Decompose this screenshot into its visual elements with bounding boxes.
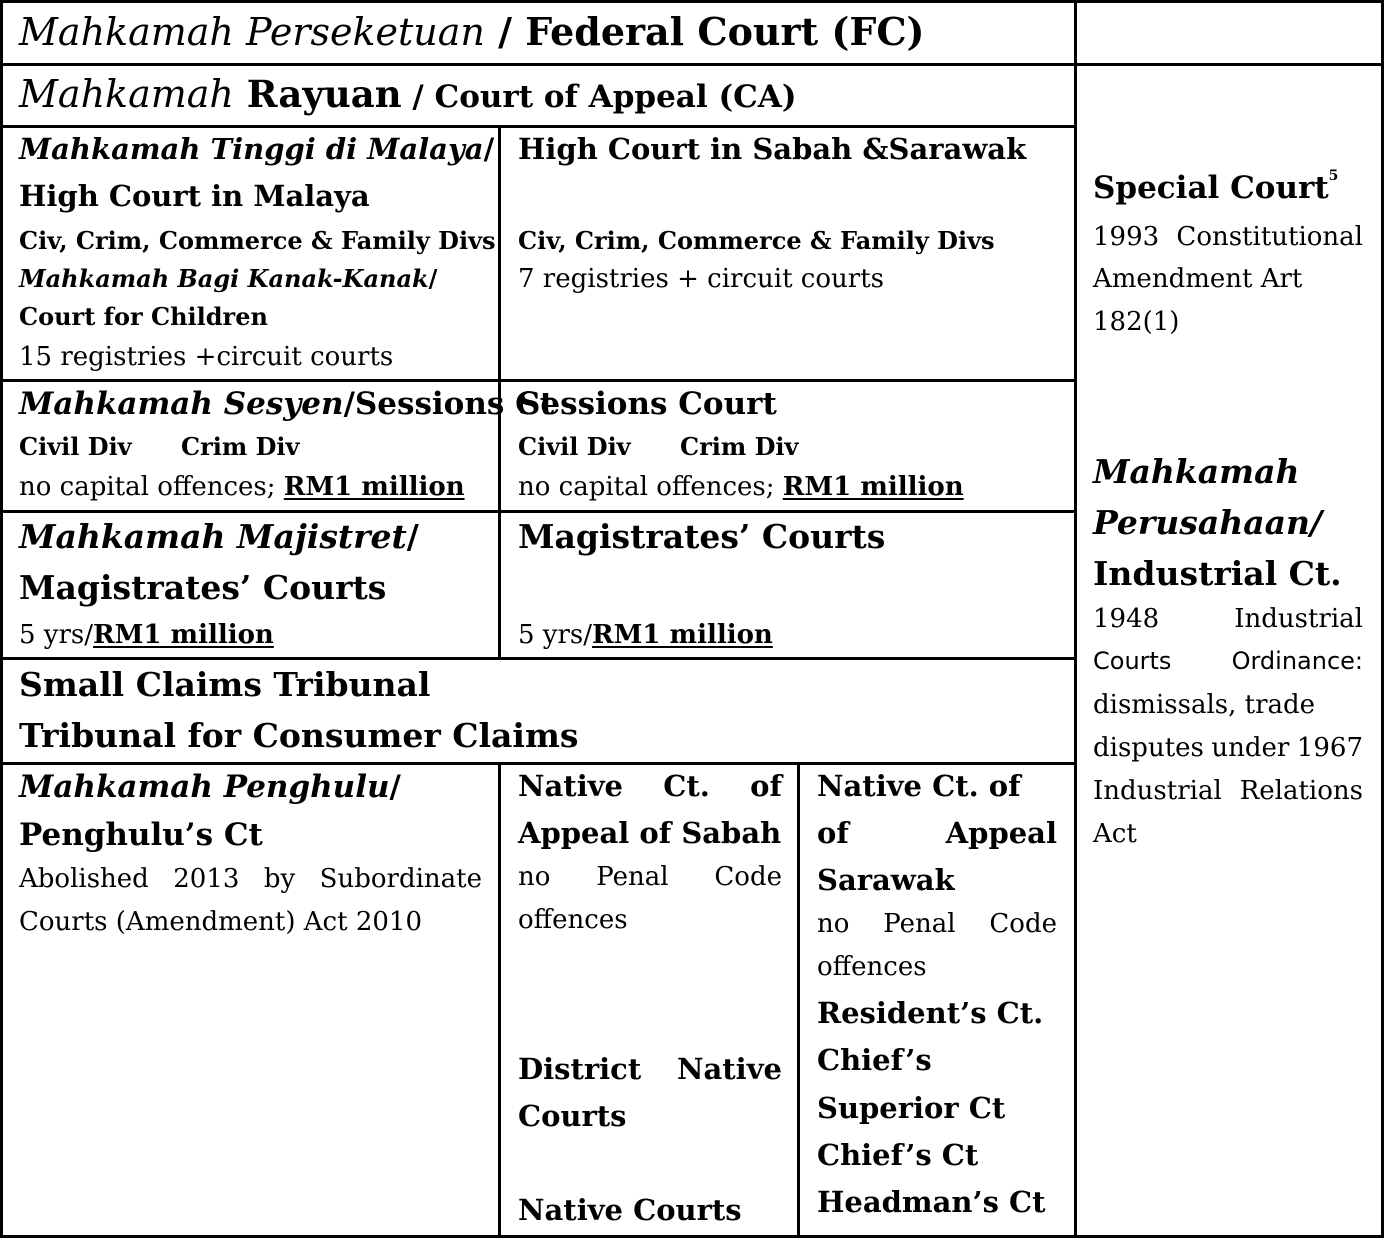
magistrates-sabah-yrs: 5 yrs/ [518, 620, 593, 650]
sessions-sabah-civil-div: Civil Div [518, 432, 631, 461]
industrial-line5 [1093, 778, 1363, 804]
industrial-title-line1: Mahkamah [1093, 452, 1300, 491]
native-sarawak-note-line1 [817, 911, 1057, 937]
industrial-l4-w2: under [1211, 733, 1290, 763]
divider-magistrates-bottom [0, 657, 1076, 660]
sessions-malaya-note [19, 474, 465, 500]
sessions-malaya-title [19, 386, 555, 422]
hc-malaya-title-english: High Court in Malaya [19, 179, 370, 213]
hc-malaya-registries: 15 registries +circuit courts [19, 342, 394, 372]
sessions-malaya-civil-div: Civil Div [19, 432, 132, 461]
district-native-w1: District [518, 1052, 642, 1086]
federal-court-english: Federal Court (FC) [525, 9, 925, 54]
chiefs-label: Chief’s [817, 1043, 932, 1077]
native-sabah-title-line2: Appeal of Sabah [518, 816, 782, 850]
hc-malaya-title-malay [19, 132, 495, 166]
native-sabah-w3: of [750, 769, 782, 803]
magistrates-malaya-title-english: Magistrates’ Courts [19, 568, 387, 607]
hc-malaya-slash: / [483, 132, 495, 166]
penghulu-malay: Mahkamah Penghulu [19, 769, 390, 805]
industrial-l4-w3: 1967 [1296, 733, 1363, 763]
native-sarawak-n-w3: Code [989, 909, 1057, 939]
native-sarawak-title-line2 [817, 816, 1057, 850]
magistrates-malaya-limit: RM1 million [93, 620, 274, 650]
industrial-line2 [1093, 649, 1363, 673]
children-court-malay: Mahkamah Bagi Kanak-Kanak [19, 264, 429, 293]
court-of-appeal-malay: Mahkamah [19, 72, 234, 116]
consumer-claims-tribunal: Tribunal for Consumer Claims [19, 716, 579, 755]
divider-penghulu-native [498, 762, 501, 1238]
native-sabah-n-w3: Code [714, 862, 782, 892]
divider-sessions-bottom [0, 510, 1076, 513]
divider-sabah-sarawak-native [797, 762, 800, 1238]
native-sarawak-n-w2: Penal [883, 909, 956, 939]
industrial-title-line3: Industrial Ct. [1093, 554, 1342, 593]
district-native-w2: Native [676, 1052, 782, 1086]
magistrates-sabah-limit: RM1 million [592, 620, 773, 650]
penghulu-slash: / [389, 769, 401, 805]
native-sarawak-note-line2: offences [817, 952, 927, 982]
penghulu-note-w4: Subordinate [319, 864, 482, 894]
industrial-line3: dismissals, trade [1093, 690, 1316, 720]
special-court-title [1093, 168, 1339, 206]
sessions-malaya-note-text: no capital offences; [19, 472, 284, 502]
penghulu-note-w1: Abolished [19, 864, 149, 894]
penghulu-note-line2: Courts (Amendment) Act 2010 [19, 907, 422, 937]
special-court-footnote: 5 [1328, 168, 1339, 184]
divider-right-column [1074, 0, 1077, 1238]
magistrates-malaya-malay: Mahkamah Majistret [19, 517, 407, 556]
penghulu-note-w3: by [263, 864, 296, 894]
native-sabah-w2: Ct. [663, 769, 710, 803]
residents-court: Resident’s Ct. [817, 996, 1044, 1030]
special-l1-w1: 1993 [1093, 222, 1160, 252]
sessions-sabah-crim-div: Crim Div [680, 432, 799, 461]
native-sabah-note-line1 [518, 864, 782, 890]
border-top [0, 0, 1384, 3]
special-l1-w2: Constitutional [1176, 222, 1363, 252]
divider-fc-bottom [0, 63, 1384, 66]
industrial-l4-w1: disputes [1093, 733, 1204, 763]
native-sarawak-l2-w1: of [817, 816, 849, 850]
children-court-slash: / [428, 264, 438, 293]
federal-court-sep: / [484, 9, 526, 54]
hc-malaya-malay-text: Mahkamah Tinggi di Malaya [19, 132, 484, 166]
hc-malaya-children-english: Court for Children [19, 302, 268, 331]
penghulu-note-line1 [19, 866, 482, 892]
court-of-appeal-title [19, 72, 797, 116]
industrial-line1 [1093, 606, 1363, 632]
special-court-text: Special Court [1093, 170, 1329, 206]
magistrates-sabah-title: Magistrates’ Courts [518, 517, 886, 556]
special-court-line1 [1093, 224, 1363, 250]
magistrates-sabah-limit-line [518, 622, 773, 648]
district-native-courts-line1 [518, 1052, 782, 1086]
headmans-court: Headman’s Ct [817, 1185, 1046, 1219]
penghulu-title-english: Penghulu’s Ct [19, 817, 263, 853]
hc-malaya-children-malay [19, 264, 438, 293]
court-of-appeal-english: / Court of Appeal (CA) [401, 79, 797, 115]
border-left [0, 0, 3, 1238]
federal-court-malay: Mahkamah Perseketuan [19, 10, 485, 54]
special-court-line3: 182(1) [1093, 307, 1180, 337]
small-claims-tribunal: Small Claims Tribunal [19, 665, 431, 704]
divider-hc-bottom [0, 379, 1076, 382]
chiefs-court: Chief’s Ct [817, 1138, 979, 1172]
industrial-l1-w2: Industrial [1234, 604, 1363, 634]
native-sabah-title-line1 [518, 769, 782, 803]
native-sarawak-title-line1: Native Ct. of [817, 769, 1021, 803]
industrial-l5-w1: Industrial [1093, 776, 1222, 806]
magistrates-malaya-yrs: 5 yrs/ [19, 620, 94, 650]
industrial-l2-w1: Courts [1093, 647, 1172, 675]
hc-sabah-title: High Court in Sabah &Sarawak [518, 132, 1027, 166]
divider-ca-bottom [0, 125, 1076, 128]
sessions-malaya-crim-div: Crim Div [181, 432, 300, 461]
federal-court-title [19, 9, 925, 54]
sessions-sabah-limit: RM1 million [782, 472, 964, 502]
sessions-malaya-limit: RM1 million [283, 472, 465, 502]
superior-court: Superior Ct [817, 1091, 1006, 1125]
industrial-l5-w2: Relations [1239, 776, 1363, 806]
industrial-l1-w1: 1948 [1093, 604, 1160, 634]
penghulu-note-w2: 2013 [173, 864, 240, 894]
sessions-sabah-title: Sessions Court [518, 386, 777, 422]
native-sarawak-n-w1: no [817, 909, 850, 939]
magistrates-malaya-slash: / [406, 517, 419, 556]
native-courts: Native Courts [518, 1193, 742, 1227]
hc-sabah-registries: 7 registries + circuit courts [518, 264, 884, 294]
industrial-l2-w2: Ordinance: [1231, 647, 1363, 675]
magistrates-malaya-title-malay [19, 517, 419, 556]
native-sabah-n-w2: Penal [596, 862, 669, 892]
sessions-malaya-malay: Mahkamah Sesyen [19, 386, 344, 422]
penghulu-title-malay [19, 769, 401, 805]
native-sarawak-l2-w2: Appeal [945, 816, 1057, 850]
native-sabah-n-w1: no [518, 862, 551, 892]
sessions-malaya-english: /Sessions Ct [343, 386, 555, 422]
sessions-sabah-note [518, 474, 964, 500]
industrial-line4 [1093, 735, 1363, 761]
hc-malaya-divisions: Civ, Crim, Commerce & Family Divs [19, 226, 496, 255]
native-sabah-w1: Native [518, 769, 624, 803]
industrial-line6: Act [1093, 819, 1137, 849]
divider-tribunals-bottom [0, 762, 1076, 765]
sessions-sabah-note-text: no capital offences; [518, 472, 783, 502]
magistrates-malaya-limit-line [19, 622, 274, 648]
hc-sabah-divisions: Civ, Crim, Commerce & Family Divs [518, 226, 995, 255]
native-sarawak-title-line3: Sarawak [817, 863, 955, 897]
court-of-appeal-rayuan: Rayuan [233, 72, 402, 116]
special-court-line2: Amendment Art [1093, 264, 1303, 294]
native-sabah-note-line2: offences [518, 905, 628, 935]
district-native-courts-line2: Courts [518, 1099, 627, 1133]
industrial-title-line2: Perusahaan/ [1093, 503, 1323, 542]
